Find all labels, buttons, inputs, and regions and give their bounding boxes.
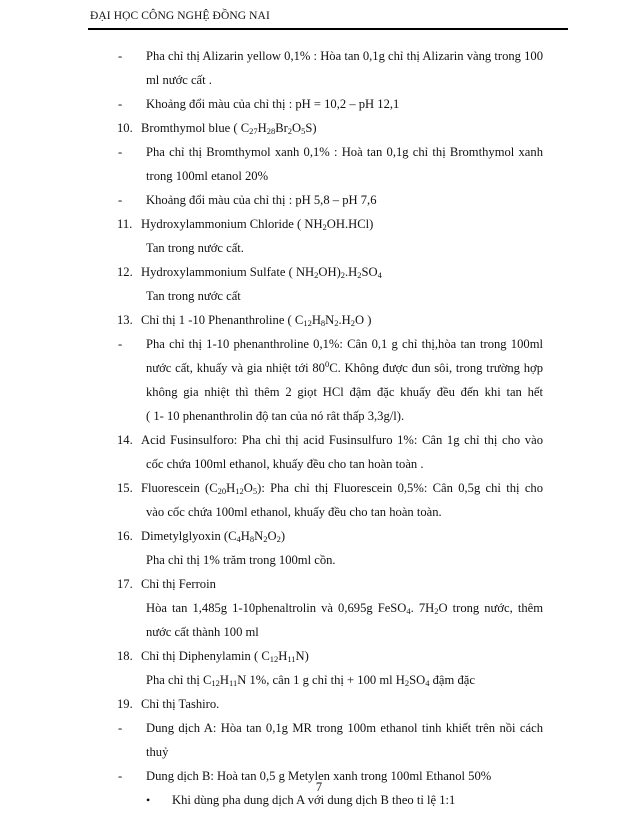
- text-run: Bromthymol blue ( C: [141, 121, 250, 135]
- line-text: [146, 145, 543, 159]
- document-line: [0, 49, 638, 65]
- dash-marker: -: [118, 49, 123, 63]
- document-line: [0, 649, 638, 665]
- item-number: 12.: [117, 265, 133, 279]
- text-run: S): [305, 121, 317, 135]
- subscript: 12: [235, 486, 244, 496]
- document-line: [0, 433, 638, 449]
- document-line: [0, 361, 638, 377]
- dash-marker: -: [118, 769, 123, 783]
- line-text: [146, 409, 404, 423]
- subscript: 11: [229, 678, 238, 688]
- document-line: [0, 625, 638, 641]
- subscript: 2: [334, 318, 339, 328]
- text-run: Pha chỉ thị C: [146, 673, 212, 687]
- subscript: 8: [320, 318, 326, 328]
- text-run: ml nước cất .: [146, 73, 212, 87]
- text-run: Pha chỉ thị 1% trăm trong 100ml cồn.: [146, 553, 336, 567]
- subscript: 12: [303, 318, 312, 328]
- text-run: thuỷ: [146, 745, 169, 759]
- text-run: Dimetylglyoxin (C: [141, 529, 237, 543]
- text-run: Dung dịch A: Hòa tan 0,1g MR trong 100m ethanol tinh khiết trên nồi cách: [146, 721, 543, 735]
- line-text: [146, 721, 543, 735]
- item-number: 17.: [117, 577, 133, 591]
- subscript: 4: [236, 534, 241, 544]
- text-run: Br: [275, 121, 288, 135]
- dash-marker: -: [118, 193, 123, 207]
- subscript: 2: [276, 534, 281, 544]
- line-text: [146, 49, 543, 63]
- text-run: SO: [409, 673, 426, 687]
- document-line: [0, 169, 638, 185]
- text-run: Pha chỉ thị Bromthymol xanh 0,1% : Hoà tan 0,1g chỉ thị Bromthymol xanh: [146, 145, 543, 159]
- line-text: [146, 289, 241, 303]
- text-run: Hòa tan 1,485g 1-10phenaltrolin và 0,695g FeSO: [146, 601, 407, 615]
- item-number: 13.: [117, 313, 133, 327]
- line-text: [141, 433, 543, 447]
- subscript: 2: [357, 270, 362, 280]
- line-text: [141, 529, 285, 543]
- bullet-marker: •: [146, 793, 151, 807]
- page-number: 7: [315, 780, 323, 794]
- document-line: [0, 529, 638, 545]
- text-run: H: [278, 649, 288, 663]
- text-run: N: [325, 313, 335, 327]
- item-number: 16.: [117, 529, 133, 543]
- document-line: [0, 721, 638, 737]
- text-run: H: [257, 121, 267, 135]
- document-line: [0, 217, 638, 233]
- line-text: [146, 337, 543, 351]
- line-text: [146, 553, 336, 567]
- dash-marker: -: [118, 145, 123, 159]
- line-text: [146, 505, 442, 519]
- text-run: không gia nhiệt thì thêm 2 giọt HCl đậm đặc khuấy đều đến khi tan hết: [146, 385, 543, 399]
- subscript: 2: [350, 318, 356, 328]
- line-text: [146, 625, 259, 639]
- subscript: 4: [377, 270, 382, 280]
- subscript: 2: [314, 270, 319, 280]
- text-run: nước cất thành 100 ml: [146, 625, 259, 639]
- subscript: 8: [249, 534, 255, 544]
- subscript: 12: [211, 678, 220, 688]
- document-line: [0, 793, 638, 809]
- document-line: [0, 505, 638, 521]
- subscript: 4: [425, 678, 430, 688]
- text-run: O: [267, 529, 277, 543]
- text-run: Pha chỉ thị 1-10 phenanthroline 0,1%: Cân 0,1 g chỉ thị,hòa tan trong 100ml: [146, 337, 543, 351]
- text-run: Khi dùng pha dung dịch A với dung dịch B theo tỉ lệ 1:1: [172, 793, 456, 807]
- text-run: Acid Fusinsulforo: Pha chỉ thị acid Fusinsulfuro 1%: Cân 1g chỉ thị cho vào: [141, 433, 543, 447]
- text-run: Hydroxylammonium Chloride ( NH: [141, 217, 323, 231]
- item-number: 10.: [117, 121, 133, 135]
- document-line: [0, 601, 638, 617]
- subscript: 4: [406, 606, 411, 616]
- subscript: 11: [287, 654, 296, 664]
- text-run: N): [295, 649, 309, 663]
- subscript: 12: [269, 654, 279, 664]
- text-run: Tan trong nước cất.: [146, 241, 244, 255]
- text-run: H: [311, 313, 321, 327]
- line-text: [146, 193, 377, 207]
- line-text: [141, 217, 373, 231]
- document-line: [0, 673, 638, 689]
- document-line: [0, 553, 638, 569]
- subscript: 28: [266, 126, 276, 136]
- document-line: [0, 193, 638, 209]
- subscript: 2: [322, 222, 327, 232]
- line-text: [141, 577, 216, 591]
- text-run: Chỉ thị Diphenylamin ( C: [141, 649, 270, 663]
- line-text: [146, 601, 543, 615]
- text-run: Chỉ thị Ferroin: [141, 577, 216, 591]
- text-run: nước cất, khuấy và gia nhiệt tới 80: [146, 361, 325, 375]
- document-line: [0, 265, 638, 281]
- document-line: [0, 385, 638, 401]
- text-run: vào cốc chứa 100ml ethanol, khuấy đều cho tan hoàn toàn.: [146, 505, 442, 519]
- dash-marker: -: [118, 97, 123, 111]
- text-run: O: [292, 121, 302, 135]
- superscript: 0: [324, 359, 330, 369]
- header-divider: [88, 28, 568, 30]
- text-run: Khoảng đổi màu của chỉ thị : pH = 10,2 – pH 12,1: [146, 97, 400, 111]
- document-line: [0, 481, 638, 497]
- text-run: H: [219, 673, 230, 687]
- document-line: [0, 313, 638, 329]
- document-line: [0, 577, 638, 593]
- document-line: [0, 73, 638, 89]
- document-line: [0, 697, 638, 713]
- text-run: OH.HCl): [326, 217, 374, 231]
- line-text: [146, 241, 244, 255]
- document-line: [0, 121, 638, 137]
- line-text: [141, 121, 317, 135]
- line-text: [146, 457, 424, 471]
- subscript: 5: [301, 126, 306, 136]
- text-run: ): [280, 529, 286, 543]
- text-run: O ): [355, 313, 372, 327]
- text-run: Pha chỉ thị Alizarin yellow 0,1% : Hòa tan 0,1g chỉ thị Alizarin vàng trong 100: [146, 49, 543, 63]
- text-run: .H: [345, 265, 358, 279]
- text-run: SO: [361, 265, 378, 279]
- text-run: H: [226, 481, 236, 495]
- text-run: Tan trong nước cất: [146, 289, 241, 303]
- subscript: 2: [263, 534, 268, 544]
- text-run: N: [254, 529, 264, 543]
- text-run: Fluorescein (C: [141, 481, 218, 495]
- text-run: Hydroxylammonium Sulfate ( NH: [141, 265, 315, 279]
- text-run: .H: [338, 313, 351, 327]
- line-text: [146, 73, 212, 87]
- text-run: ( 1- 10 phenanthrolin độ tan của nó rât thấp 3,3g/l).: [146, 409, 405, 423]
- line-text: [146, 97, 399, 111]
- line-text: [146, 745, 168, 759]
- item-number: 18.: [117, 649, 133, 663]
- line-text: [141, 697, 219, 711]
- text-run: OH): [318, 265, 341, 279]
- text-run: đậm đặc: [429, 673, 475, 687]
- text-run: Chỉ thị 1 -10 Phenanthroline ( C: [141, 313, 304, 327]
- text-run: O: [243, 481, 253, 495]
- text-run: cốc chứa 100ml ethanol, khuấy đều cho tan hoàn toàn .: [146, 457, 424, 471]
- line-text: [141, 481, 543, 495]
- text-run: O trong nước, thêm: [438, 601, 544, 615]
- item-number: 14.: [117, 433, 133, 447]
- line-text: [172, 793, 455, 807]
- line-text: [146, 169, 268, 183]
- document-line: [0, 145, 638, 161]
- document-line: [0, 457, 638, 473]
- text-run: H: [240, 529, 250, 543]
- document-line: [0, 745, 638, 761]
- dash-marker: -: [118, 721, 123, 735]
- text-run: trong 100ml etanol 20%: [146, 169, 269, 183]
- item-number: 19.: [117, 697, 133, 711]
- subscript: 2: [287, 126, 293, 136]
- item-number: 15.: [117, 481, 133, 495]
- subscript: 2: [340, 270, 346, 280]
- subscript: 2: [404, 678, 410, 688]
- document-line: [0, 409, 638, 425]
- text-run: N 1%, cân 1 g chỉ thị + 100 ml H: [237, 673, 405, 687]
- subscript: 20: [217, 486, 227, 496]
- line-text: [141, 649, 309, 663]
- document-line: [0, 241, 638, 257]
- line-text: [141, 265, 382, 279]
- dash-marker: -: [118, 337, 123, 351]
- line-text: [141, 313, 371, 327]
- line-text: [146, 673, 475, 687]
- item-number: 11.: [117, 217, 133, 231]
- line-text: [146, 361, 543, 375]
- subscript: 2: [434, 606, 439, 616]
- line-text: [146, 385, 543, 399]
- document-line: [0, 337, 638, 353]
- text-run: C. Không được đun sôi, trong trường hợp: [329, 361, 543, 375]
- text-run: ): Pha chỉ thị Fluorescein 0,5%: Cân 0,5g chỉ thị cho: [257, 481, 543, 495]
- document-line: [0, 289, 638, 305]
- header-title: ĐẠI HỌC CÔNG NGHỆ ĐỒNG NAI: [90, 10, 270, 22]
- subscript: 27: [249, 126, 258, 136]
- text-run: Dung dịch B: Hoà tan 0,5 g Metylen xanh trong 100ml Ethanol 50%: [146, 769, 492, 783]
- document-line: [0, 97, 638, 113]
- text-run: . 7H: [410, 601, 435, 615]
- text-run: Khoảng đổi màu của chỉ thị : pH 5,8 – pH 7,6: [146, 193, 377, 207]
- text-run: Chỉ thị Tashiro.: [141, 697, 220, 711]
- subscript: 5: [252, 486, 258, 496]
